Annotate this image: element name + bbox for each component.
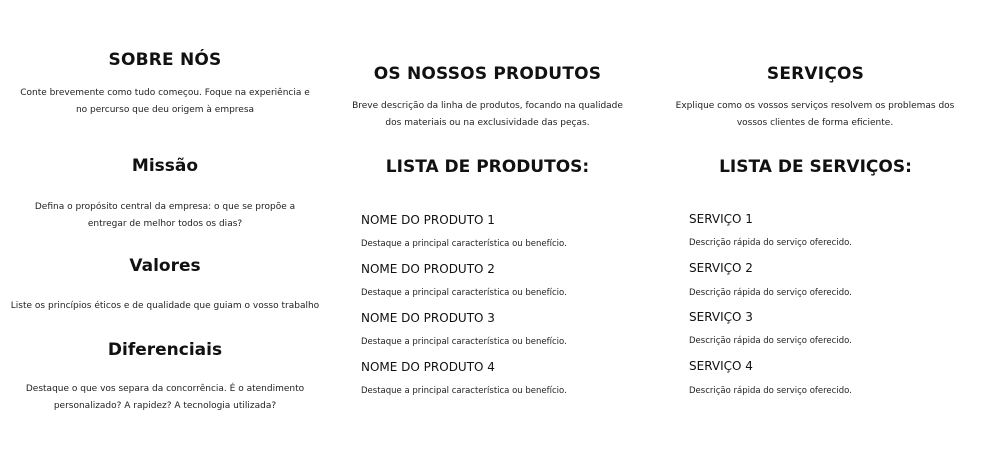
product-name: NOME DO PRODUTO 4 — [361, 360, 495, 374]
service-desc: Descrição rápida do serviço oferecido. — [689, 336, 852, 346]
mission-text: Defina o propósito central da empresa: o que se propõe a entregar de melhor todos os dias? — [34, 202, 296, 229]
products-title: OS NOSSOS PRODUTOS — [373, 64, 602, 84]
services-text: Explique como os vossos serviços resolvem os problemas dos vossos clientes de forma eficiente. — [675, 101, 955, 128]
product-desc: Destaque a principal característica ou benefício. — [361, 337, 567, 347]
service-desc: Descrição rápida do serviço oferecido. — [689, 386, 852, 396]
values-text: Liste os princípios éticos e de qualidade que guiam o vosso trabalho — [10, 301, 320, 311]
service-desc: Descrição rápida do serviço oferecido. — [689, 288, 852, 298]
services-list-title: LISTA DE SERVIÇOS: — [719, 157, 912, 177]
service-name: SERVIÇO 1 — [689, 212, 753, 226]
services-title: SERVIÇOS — [766, 64, 865, 84]
product-desc: Destaque a principal característica ou benefício. — [361, 386, 567, 396]
service-name: SERVIÇO 3 — [689, 310, 753, 324]
about-title: SOBRE NÓS — [108, 50, 222, 70]
product-desc: Destaque a principal característica ou benefício. — [361, 288, 567, 298]
products-text: Breve descrição da linha de produtos, focando na qualidade dos materiais ou na exclusividade das peças. — [352, 101, 623, 128]
values-heading: Valores — [129, 256, 201, 276]
product-desc: Destaque a principal característica ou benefício. — [361, 239, 567, 249]
mission-heading: Missão — [131, 156, 199, 176]
service-name: SERVIÇO 2 — [689, 261, 753, 275]
service-name: SERVIÇO 4 — [689, 359, 753, 373]
product-name: NOME DO PRODUTO 2 — [361, 262, 495, 276]
differentials-text: Destaque o que vos separa da concorrência. É o atendimento personalizado? A rapidez? A tecnologia utilizada? — [25, 384, 305, 411]
product-name: NOME DO PRODUTO 1 — [361, 213, 495, 227]
product-name: NOME DO PRODUTO 3 — [361, 311, 495, 325]
products-list-title: LISTA DE PRODUTOS: — [385, 157, 590, 177]
differentials-heading: Diferenciais — [107, 340, 223, 360]
about-text: Conte brevemente como tudo começou. Foque na experiência e no percurso que deu origem à empresa — [20, 88, 310, 115]
service-desc: Descrição rápida do serviço oferecido. — [689, 238, 852, 248]
